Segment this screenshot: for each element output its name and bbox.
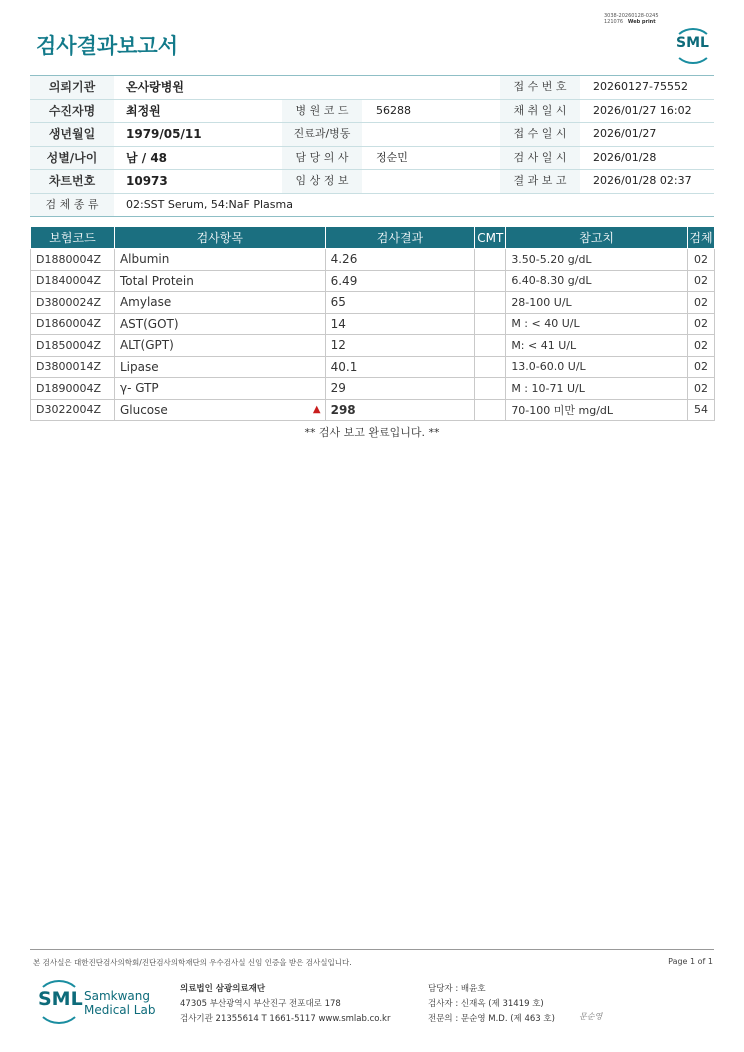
cell-result: 29 (325, 378, 475, 400)
cell-code: D1890004Z (31, 378, 115, 400)
col-cmt: CMT (475, 227, 506, 249)
value-test-date: 2026/01/28 (593, 150, 657, 164)
label-test-date: 검 사 일 시 (500, 147, 580, 170)
results-header-row (31, 227, 715, 249)
cell-item: Albumin (114, 249, 325, 271)
cell-reference: 6.40-8.30 g/dL (506, 270, 688, 292)
cell-specimen: 02 (687, 378, 714, 400)
value-sex-age: 남 / 48 (126, 150, 168, 165)
value-attending-doctor: 정순민 (376, 150, 408, 164)
cell-cmt (475, 399, 506, 421)
cell-result: 12 (325, 335, 475, 357)
specimen-row (30, 194, 714, 218)
cell-reference: 70-100 미만 mg/dL (506, 399, 688, 421)
patient-row (30, 100, 714, 124)
label-collection-datetime: 채 취 일 시 (500, 100, 580, 123)
cell-result: 6.49 (325, 270, 475, 292)
document-id-number: 3038-20260128-0245 (604, 13, 659, 19)
cell-code: D1840004Z (31, 270, 115, 292)
sml-logo (672, 27, 714, 63)
table-row (31, 399, 715, 421)
print-label: Web print (627, 19, 656, 25)
cell-code: D3022004Z (31, 399, 115, 421)
value-receipt-date: 2026/01/27 (593, 127, 657, 140)
logo-arc-bottom (673, 30, 713, 64)
cell-cmt (475, 249, 506, 271)
cell-cmt (475, 356, 506, 378)
patient-row (30, 147, 714, 171)
label-sex-age: 성별/나이 (30, 147, 114, 170)
col-test-item: 검사항목 (114, 227, 325, 249)
staff-manager: 담당자 : 배윤호 (428, 984, 486, 994)
cell-item: Total Protein (114, 270, 325, 292)
table-row (31, 313, 715, 335)
footer-staff (428, 982, 555, 1027)
org-name: 의료법인 삼광의료재단 (180, 984, 266, 994)
table-row (31, 292, 715, 314)
cell-cmt (475, 292, 506, 314)
cell-reference: M: < 41 U/L (506, 335, 688, 357)
cell-result: 40.1 (325, 356, 475, 378)
label-receipt-number: 접 수 번 호 (500, 76, 580, 99)
signature: 문순영 (579, 1012, 603, 1021)
value-result-report: 2026/01/28 02:37 (593, 174, 692, 187)
label-specimen-type: 검 체 종 류 (30, 194, 114, 217)
footer-sml-logo (36, 980, 82, 1024)
patient-info-table (30, 75, 714, 217)
cell-specimen: 02 (687, 335, 714, 357)
value-birth-date: 1979/05/11 (126, 127, 202, 141)
value-specimen-type: 02:SST Serum, 54:NaF Plasma (126, 197, 293, 211)
results-table (30, 226, 715, 421)
cell-specimen: 02 (687, 313, 714, 335)
value-chart-number: 10973 (126, 174, 168, 188)
col-insurance-code: 보험코드 (31, 227, 115, 249)
table-row (31, 335, 715, 357)
cell-item: Lipase (114, 356, 325, 378)
cell-cmt (475, 313, 506, 335)
cell-specimen: 54 (687, 399, 714, 421)
brand-line-1: Samkwang (84, 989, 150, 1003)
label-department: 진료과/병동 (282, 123, 362, 146)
cell-code: D1880004Z (31, 249, 115, 271)
cell-reference: M : 10-71 U/L (506, 378, 688, 400)
value-collection-datetime: 2026/01/27 16:02 (593, 103, 692, 117)
cell-specimen: 02 (687, 356, 714, 378)
org-address: 47305 부산광역시 부산진구 전포대로 178 (180, 999, 341, 1009)
value-hospital-code: 56288 (376, 103, 411, 117)
cell-item: Amylase (114, 292, 325, 314)
cell-specimen: 02 (687, 249, 714, 271)
report-title: 검사결과보고서 (36, 34, 179, 58)
page-number: Page 1 of 1 (668, 957, 713, 966)
cell-code: D1850004Z (31, 335, 115, 357)
document-id (604, 13, 659, 25)
cell-item: γ- GTP (114, 378, 325, 400)
cell-item: ALT(GPT) (114, 335, 325, 357)
cell-result-abnormal: 298 (325, 399, 475, 421)
patient-row (30, 170, 714, 194)
value-receipt-number: 20260127-75552 (593, 80, 688, 93)
cell-reference: 3.50-5.20 g/dL (506, 249, 688, 271)
patient-row (30, 123, 714, 147)
table-row (31, 378, 715, 400)
cell-specimen: 02 (687, 270, 714, 292)
label-hospital-code: 병 원 코 드 (282, 100, 362, 123)
cell-result: 14 (325, 313, 475, 335)
patient-row (30, 76, 714, 100)
footer-logo-arc-bottom (36, 984, 82, 1024)
col-test-result: 검사결과 (325, 227, 475, 249)
footer-divider (30, 949, 714, 950)
cell-specimen: 02 (687, 292, 714, 314)
col-reference: 참고치 (506, 227, 688, 249)
cell-code: D3800014Z (31, 356, 115, 378)
value-requesting-institution: 온사랑병원 (126, 80, 184, 94)
brand-line-2: Medical Lab (84, 1003, 156, 1017)
footer-brand (84, 989, 155, 1017)
label-birth-date: 생년월일 (30, 123, 114, 146)
cell-reference: M : < 40 U/L (506, 313, 688, 335)
label-receipt-date: 접 수 일 시 (500, 123, 580, 146)
cell-reference: 13.0-60.0 U/L (506, 356, 688, 378)
cell-item (114, 399, 325, 421)
label-requesting-institution: 의뢰기관 (30, 76, 114, 99)
cell-code: D3800024Z (31, 292, 115, 314)
cell-result: 65 (325, 292, 475, 314)
staff-specialist: 전문의 : 문순영 M.D. (제 463 호) (428, 1014, 555, 1024)
table-row (31, 356, 715, 378)
cell-item: AST(GOT) (114, 313, 325, 335)
certification-note: 본 검사실은 대한진단검사의학회/진단검사의학재단의 우수검사실 신임 인증을 받은 검사실입니다. (33, 958, 352, 967)
table-row (31, 249, 715, 271)
completion-note: ** 검사 보고 완료입니다. ** (304, 426, 440, 439)
footer-organization (180, 982, 390, 1027)
cell-cmt (475, 335, 506, 357)
item-name: Glucose (119, 402, 168, 417)
label-attending-doctor: 담 당 의 사 (282, 147, 362, 170)
footer-logo-text: SML (38, 988, 83, 1010)
high-flag-icon: ▲ (312, 403, 321, 415)
cell-result: 4.26 (325, 249, 475, 271)
org-contact: 검사기관 21355614 T 1661-5117 www.smlab.co.kr (180, 1014, 391, 1024)
cell-code: D1860004Z (31, 313, 115, 335)
value-patient-name: 최정원 (126, 103, 161, 118)
cell-reference: 28-100 U/L (506, 292, 688, 314)
staff-tester: 검사자 : 신재옥 (제 31419 호) (428, 999, 544, 1009)
document-id-suffix: 121076 (604, 19, 624, 25)
logo-text: SML (676, 35, 709, 51)
cell-cmt (475, 378, 506, 400)
label-clinical-info: 임 상 정 보 (282, 170, 362, 193)
label-chart-number: 차트번호 (30, 170, 114, 193)
label-result-report: 결 과 보 고 (500, 170, 580, 193)
col-specimen: 검체 (687, 227, 714, 249)
table-row (31, 270, 715, 292)
label-patient-name: 수진자명 (30, 100, 114, 123)
cell-cmt (475, 270, 506, 292)
